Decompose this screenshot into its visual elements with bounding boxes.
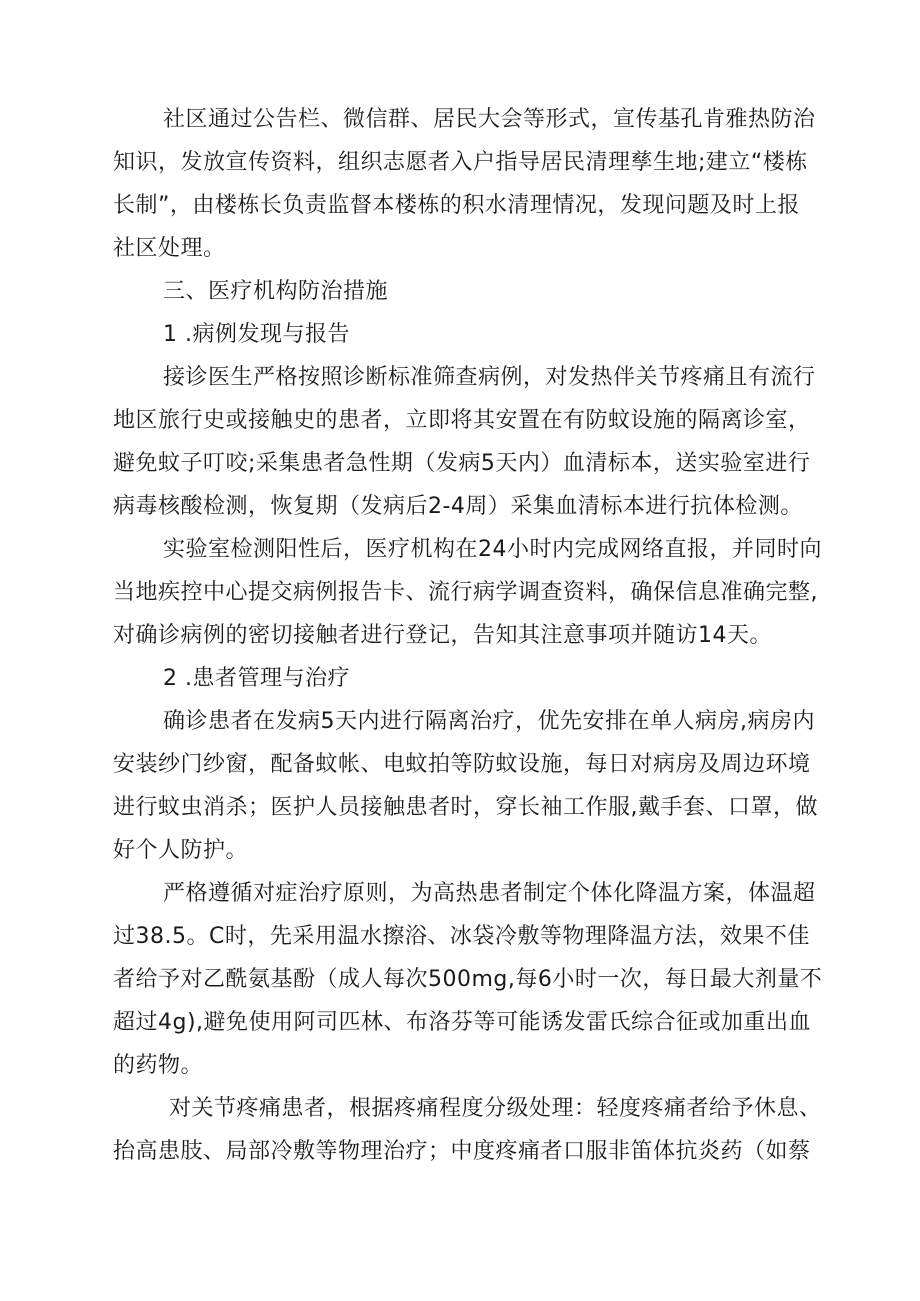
paragraph-line: 的药物。 <box>113 1053 204 1078</box>
paragraph-line: 对确诊病例的密切接触者进行登记，告知其注意事项并随访14天。 <box>113 623 772 648</box>
section-heading: 三、医疗机构防治措施 <box>163 279 389 304</box>
paragraph-line: 社区处理。 <box>113 236 226 261</box>
paragraph-line: 抬高患肢、局部冷敷等物理治疗；中度疼痛者口服非笛体抗炎药（如蔡 <box>113 1139 811 1164</box>
paragraph-line: 进行蚊虫消杀；医护人员接触患者时，穿长袖工作服,戴手套、口罩，做 <box>113 795 818 820</box>
paragraph-line: 过38.5。C时，先采用温水擦浴、冰袋冷敷等物理降温方法，效果不佳 <box>113 924 810 949</box>
subsection-heading: 1 .病例发现与报告 <box>163 322 350 347</box>
paragraph-line: 好个人防护。 <box>113 838 249 863</box>
paragraph-line: 社区通过公告栏、微信群、居民大会等形式，宣传基孔肯雅热防治 <box>163 107 816 132</box>
subsection-heading: 2 .患者管理与治疗 <box>163 666 350 691</box>
paragraph-line: 严格遵循对症治疗原则，为高热患者制定个体化降温方案，体温超 <box>163 881 816 906</box>
paragraph-line: 确诊患者在发病5天内进行隔离治疗，优先安排在单人病房,病房内 <box>163 709 815 734</box>
paragraph-line: 接诊医生严格按照诊断标准筛查病例，对发热伴关节疼痛且有流行 <box>163 365 816 390</box>
paragraph-line: 避免蚊子叮咬;采集患者急性期（发病5天内）血清标本，送实验室进行 <box>113 451 811 476</box>
paragraph-line: 长制”，由楼栋长负责监督本楼栋的积水清理情况，发现问题及时上报 <box>113 193 800 218</box>
paragraph-line: 实验室检测阳性后，医疗机构在24小时内完成网络直报，并同时向 <box>163 537 822 562</box>
paragraph-line: 者给予对乙酰氨基酚（成人每次500mg,每6小时一次，每日最大剂量不 <box>113 967 823 992</box>
paragraph-line: 对关节疼痛患者，根据疼痛程度分级处理：轻度疼痛者给予休息、 <box>169 1096 822 1121</box>
paragraph-line: 病毒核酸检测，恢复期（发病后2-4周）采集血清标本进行抗体检测。 <box>113 494 803 519</box>
paragraph-line: 地区旅行史或接触史的患者，立即将其安置在有防蚊设施的隔离诊室， <box>113 408 811 433</box>
paragraph-line: 超过4g),避免使用阿司匹林、布洛芬等可能诱发雷氏综合征或加重出血 <box>113 1010 812 1035</box>
paragraph-line: 知识，发放宣传资料，组织志愿者入户指导居民清理孳生地;建立“楼栋 <box>113 150 808 175</box>
paragraph-line: 安装纱门纱窗，配备蚊帐、电蚊拍等防蚊设施，每日对病房及周边环境 <box>113 752 811 777</box>
document-body <box>113 98 843 1173</box>
paragraph-line: 当地疾控中心提交病例报告卡、流行病学调查资料，确保信息准确完整, <box>113 580 818 605</box>
